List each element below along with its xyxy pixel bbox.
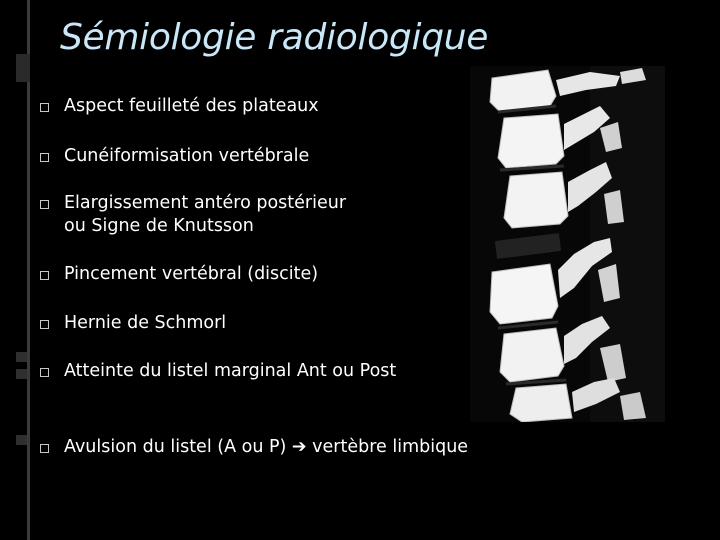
bullet-text: Atteinte du listel marginal Ant ou Post: [64, 361, 397, 381]
spine-xray-image: [470, 66, 665, 422]
bullet-item: [40, 95, 319, 118]
bullet-text: Avulsion du listel (A ou P) ➔ vertèbre limbique: [64, 437, 469, 457]
bullet-item: [40, 145, 309, 168]
bullet-item: [40, 192, 346, 238]
side-marker-decoration: [16, 369, 27, 379]
bullet-text: Aspect feuilleté des plateaux: [64, 96, 319, 116]
bullet-item: [40, 360, 396, 383]
square-bullet-icon: [40, 153, 49, 162]
bullet-text: Cunéiformisation vertébrale: [64, 146, 310, 166]
corner-square-decoration: [16, 54, 30, 82]
square-bullet-icon: [40, 103, 49, 112]
square-bullet-icon: [40, 368, 49, 377]
side-marker-decoration: [16, 352, 27, 362]
bullet-text: Pincement vertébral (discite): [64, 264, 319, 284]
slide-title: Sémiologie radiologique: [60, 17, 489, 58]
side-marker-decoration: [16, 435, 27, 445]
square-bullet-icon: [40, 271, 49, 280]
bullet-text: Hernie de Schmorl: [64, 313, 227, 333]
bullet-item: [40, 263, 318, 286]
bullet-text: Elargissement antéro postérieur ou Signe de Knutsson: [64, 193, 347, 236]
square-bullet-icon: [40, 444, 49, 453]
bullet-item: [40, 436, 468, 459]
square-bullet-icon: [40, 200, 49, 209]
bullet-item: [40, 312, 226, 335]
bullet-list: [40, 0, 520, 540]
square-bullet-icon: [40, 320, 49, 329]
